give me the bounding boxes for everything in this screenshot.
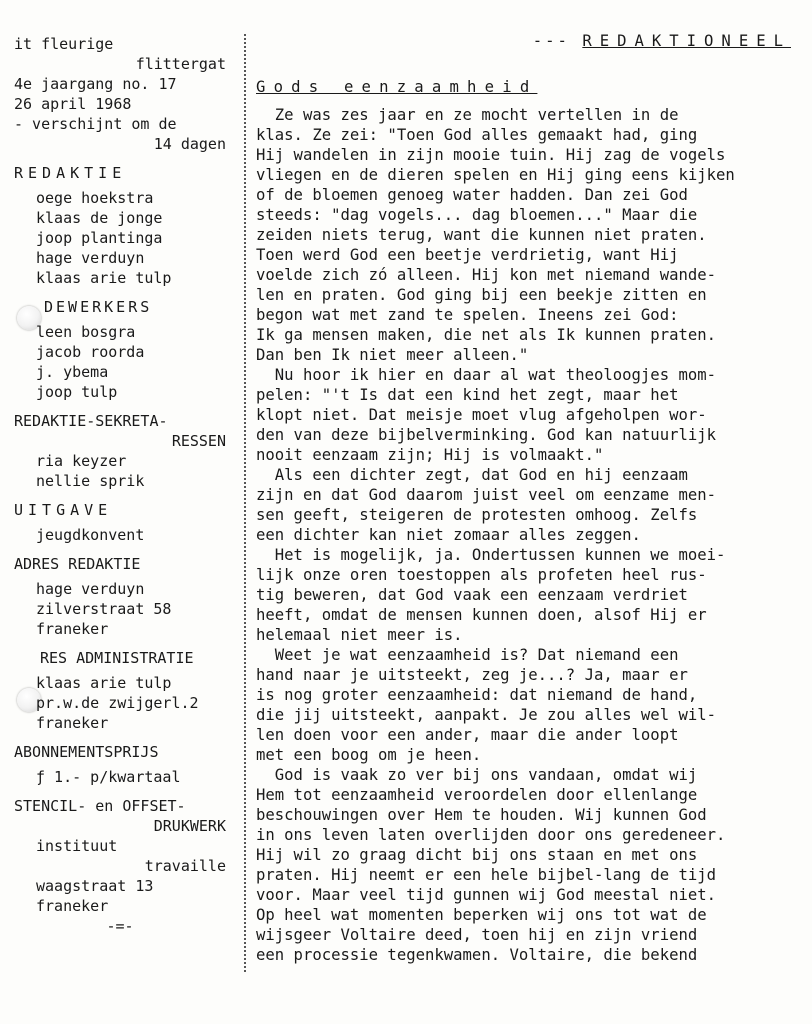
uitgave-value: jeugdkonvent [36, 526, 145, 544]
article-line: lijk onze oren toestoppen als profeten heel rus- [256, 566, 707, 584]
redaktie-heading: REDAKTIE [14, 164, 127, 182]
article-line: een dichter kan niet zomaar alles zeggen. [256, 526, 641, 544]
article-line: begon wat met zand te spelen. Ineens zei God: [256, 306, 679, 324]
address-line: zilverstraat 58 [36, 600, 172, 618]
article-line: God is vaak zo ver bij ons vandaan, omdat wij [256, 766, 698, 784]
drukwerk-line: waagstraat 13 [36, 877, 154, 895]
article-line: nooit eenzaam zijn; Hij is volmaakt." [256, 446, 604, 464]
uitgave-heading: UITGAVE [14, 501, 113, 519]
sekretaressen-heading: REDAKTIE-SEKRETA- [14, 412, 168, 430]
article-body [256, 105, 791, 965]
article-line: Nu hoor ik hier en daar al wat theoloogjes mom- [256, 366, 717, 384]
article-line: heeft, omdat de mensen kunnen doen, alsof Hij er [256, 606, 707, 624]
drukwerk-line: travaille [144, 857, 226, 875]
article-line: hand naar je uitsteekt, zeg je...? Ja, maar er [256, 666, 688, 684]
abonnement-price: ƒ 1.- p/kwartaal [36, 768, 181, 786]
article-line: Weet je wat eenzaamheid is? Dat niemand een [256, 646, 679, 664]
article-line: Op heel wat momenten beperken wij ons tot wat de [256, 906, 707, 924]
medewerker: jacob roorda [36, 343, 145, 361]
article-line: beschouwingen over Hem te houden. Wij kunnen God [256, 806, 707, 824]
article-line: pelen: "'t Is dat een kind het zegt, maar het [256, 386, 679, 404]
issue-date: 26 april 1968 [14, 95, 132, 113]
article-line: is nog groter eenzaamheid: dat niemand de hand, [256, 686, 698, 704]
address-line: pr.w.de zwijgerl.2 [36, 694, 199, 712]
article-line: die jij uitsteekt, aanpakt. Je zou alles wel wil- [256, 706, 717, 724]
article-line: steeds: "dag vogels... dag bloemen..." Maar die [256, 206, 698, 224]
article-line: wijsgeer Voltaire deed, toen hij en zijn vriend [256, 926, 698, 944]
article-line: Ze was zes jaar en ze mocht vertellen in de [256, 106, 679, 124]
article-line: Als een dichter zegt, dat God en hij eenzaam [256, 466, 688, 484]
article-line: helemaal niet meer is. [256, 626, 463, 644]
article-line: klopt niet. Dat meisje moet vlug afgeholpen wor- [256, 406, 707, 424]
article-line: met een boog om je heen. [256, 746, 482, 764]
article-line: Hem tot eenzaamheid veroordelen door ellenlange [256, 786, 698, 804]
address-line: franeker [36, 620, 109, 638]
adres-administratie-heading: RES ADMINISTRATIE [40, 649, 194, 667]
address-line: hage verduyn [36, 580, 145, 598]
section-header [256, 31, 791, 51]
article-line: vliegen en de dieren spelen en Hij ging eens kijken [256, 166, 735, 184]
article-line: Hij wil zo graag dicht bij ons staan en met ons [256, 846, 698, 864]
sekretaresse: nellie sprik [36, 472, 145, 490]
article [256, 31, 791, 965]
frequency: 14 dagen [153, 135, 226, 153]
sekretaressen-heading: RESSEN [171, 432, 226, 450]
adres-redaktie-heading: ADRES REDAKTIE [14, 555, 141, 573]
address-line: franeker [36, 714, 109, 732]
article-line: voelde zich zó alleen. Hij kon met niemand wande- [256, 266, 717, 284]
redaktie-member: hage verduyn [36, 249, 145, 267]
drukwerk-heading: STENCIL- en OFFSET- [14, 797, 186, 815]
section-prefix: --- [532, 32, 570, 50]
article-line: Dan ben Ik niet meer alleen." [256, 346, 529, 364]
address-line: klaas arie tulp [36, 674, 172, 692]
medewerker: leen bosgra [36, 323, 136, 341]
frequency: - verschijnt om de [14, 115, 177, 133]
article-line: of de bloemen genoeg water hadden. Dan zei God [256, 186, 688, 204]
medewerker: joop tulp [36, 383, 118, 401]
article-line: klas. Ze zei: "Toen God alles gemaakt had, ging [256, 126, 698, 144]
masthead-line: it fleurige [14, 35, 114, 53]
article-line: voor. Maar veel tijd gunnen wij God meestal niet. [256, 886, 717, 904]
masthead-line: flittergat [135, 55, 226, 73]
article-line: len doen voor een ander, maar die ander loopt [256, 726, 679, 744]
article-title: Gods eenzaamheid [256, 78, 538, 96]
redaktie-member: joop plantinga [36, 229, 163, 247]
sekretaresse: ria keyzer [36, 452, 127, 470]
drukwerk-heading: DRUKWERK [153, 817, 226, 835]
drukwerk-line: instituut [36, 837, 118, 855]
article-line: zeiden niets terug, want die kunnen niet praten. [256, 226, 707, 244]
article-line: tig beweren, dat God vaak een eenzaam verdriet [256, 586, 688, 604]
article-line: Ik ga mensen maken, die net als Ik kunnen praten. [256, 326, 717, 344]
section-name: REDAKTIONEEL [582, 32, 791, 50]
end-mark: -=- [106, 917, 134, 935]
medewerker: j. ybema [36, 363, 109, 381]
article-line: praten. Hij neemt er een hele bijbel-lang de tijd [256, 866, 717, 884]
article-line: Toen werd God een beetje verdrietig, want Hij [256, 246, 679, 264]
abonnement-heading: ABONNEMENTSPRIJS [14, 743, 159, 761]
article-line: in ons leven laten overlijden door ons geredeneer. [256, 826, 726, 844]
redaktie-member: oege hoekstra [36, 189, 154, 207]
drukwerk-line: franeker [36, 897, 109, 915]
article-line: den van deze bijbelverminking. God kan natuurlijk [256, 426, 717, 444]
article-line: sen geeft, steigeren de protesten omhoog. Zelfs [256, 506, 698, 524]
column-divider [244, 34, 246, 972]
redaktie-member: klaas de jonge [36, 209, 163, 227]
article-line: Het is mogelijk, ja. Ondertussen kunnen we moei- [256, 546, 726, 564]
issue-number: 4e jaargang no. 17 [14, 75, 177, 93]
colophon [14, 34, 226, 936]
article-line: len en praten. God ging bij een beekje zitten en [256, 286, 707, 304]
redaktie-member: klaas arie tulp [36, 269, 172, 287]
article-line: Hij wandelen in zijn mooie tuin. Hij zag de vogels [256, 146, 726, 164]
article-line: een processie tegenkwamen. Voltaire, die bekend [256, 946, 698, 964]
article-line: zijn en dat God daarom juist veel om eenzame men- [256, 486, 717, 504]
medewerkers-heading: DEWERKERS [44, 298, 153, 316]
